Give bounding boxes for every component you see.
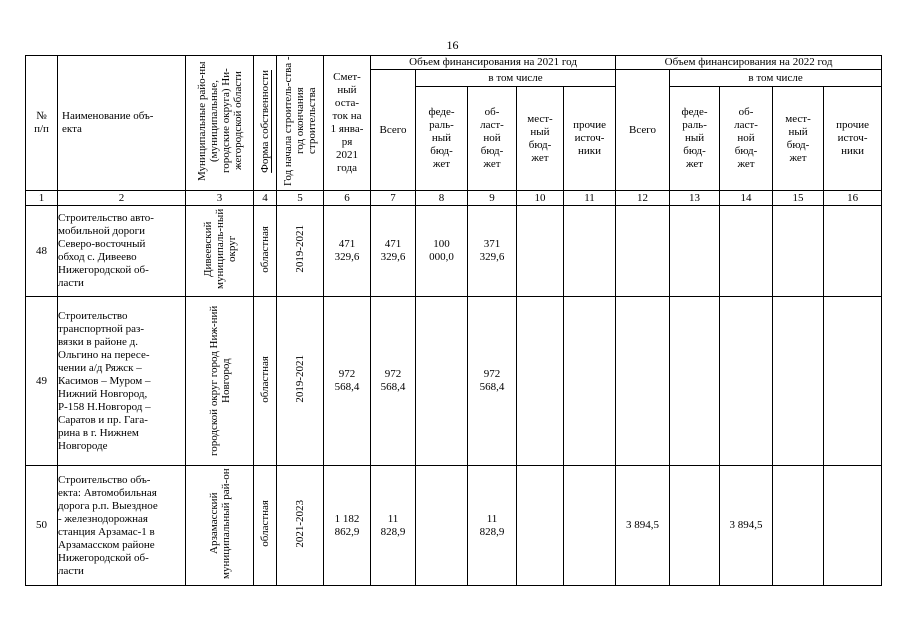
total-2022-cell	[616, 206, 670, 297]
header-incl-2022: в том числе	[670, 70, 882, 87]
federal-2021-cell	[416, 466, 468, 586]
municipal-cell: городской округ город Ниж-ний Новгород	[186, 297, 254, 466]
header-ownership: Форма собственности	[254, 56, 277, 191]
header-municipal: Муниципальные райо-ны (муниципальные, городские округа) Ни-жегородской области	[186, 56, 254, 191]
total-2021-cell: 471 329,6	[371, 206, 416, 297]
total-2021-cell: 972 568,4	[371, 297, 416, 466]
local-2021-cell	[517, 206, 564, 297]
local-2022-cell	[773, 206, 824, 297]
regional-2022-cell	[720, 297, 773, 466]
header-other-2021: прочие источ- ники	[564, 87, 616, 191]
table-row	[26, 466, 882, 586]
object-name: Строительство авто- мобильной дороги Северо-восточный обход с. Дивеево Нижегородской об- ласти	[58, 206, 186, 297]
header-local-2021: мест- ный бюд- жет	[517, 87, 564, 191]
header-estimate: Смет- ный оста- ток на 1 янва- ря 2021 года	[324, 56, 371, 191]
total-2021-cell: 11 828,9	[371, 466, 416, 586]
col-number: 14	[720, 191, 773, 206]
local-2021-cell	[517, 466, 564, 586]
header-total-2021: Всего	[371, 70, 416, 191]
col-number: 5	[277, 191, 324, 206]
total-2022-cell	[616, 297, 670, 466]
col-number: 15	[773, 191, 824, 206]
years-cell: 2021-2023	[277, 466, 324, 586]
total-2022-cell: 3 894,5	[616, 466, 670, 586]
ownership-cell: областная	[254, 297, 277, 466]
financing-table	[25, 55, 882, 586]
estimate-cell: 1 182 862,9	[324, 466, 371, 586]
other-2021-cell	[564, 206, 616, 297]
col-number: 3	[186, 191, 254, 206]
object-name: Строительство транспортной раз- вязки в районе д. Ольгино на пересе- чении а/д Ряжск – Касимов – Муром – Нижний Новгород, Р-158 Н.Новгород – Саратов и пр. Гага- рина в г. Нижнем Новгороде	[58, 297, 186, 466]
other-2022-cell	[824, 297, 882, 466]
header-fin-2021: Объем финансирования на 2021 год	[371, 56, 616, 70]
federal-2022-cell	[670, 206, 720, 297]
regional-2022-cell	[720, 206, 773, 297]
header-regional-2021: об- ласт- ной бюд- жет	[468, 87, 517, 191]
header-federal-2022: феде- раль- ный бюд- жет	[670, 87, 720, 191]
col-number: 6	[324, 191, 371, 206]
local-2022-cell	[773, 466, 824, 586]
col-number: 12	[616, 191, 670, 206]
header-name: Наименование объ- екта	[58, 56, 186, 191]
regional-2021-cell: 371 329,6	[468, 206, 517, 297]
other-2021-cell	[564, 466, 616, 586]
municipal-cell: Дивеевский муниципаль-ный округ	[186, 206, 254, 297]
col-number: 4	[254, 191, 277, 206]
page-number: 16	[446, 38, 459, 52]
header-regional-2022: об- ласт- ной бюд- жет	[720, 87, 773, 191]
header-no: № п/п	[26, 56, 58, 191]
col-number: 13	[670, 191, 720, 206]
other-2021-cell	[564, 297, 616, 466]
col-number: 9	[468, 191, 517, 206]
federal-2021-cell: 100 000,0	[416, 206, 468, 297]
years-cell: 2019-2021	[277, 206, 324, 297]
col-number: 1	[26, 191, 58, 206]
local-2022-cell	[773, 297, 824, 466]
col-number: 7	[371, 191, 416, 206]
federal-2021-cell	[416, 297, 468, 466]
regional-2022-cell: 3 894,5	[720, 466, 773, 586]
col-number: 11	[564, 191, 616, 206]
estimate-cell: 471 329,6	[324, 206, 371, 297]
years-cell: 2019-2021	[277, 297, 324, 466]
col-number: 10	[517, 191, 564, 206]
column-number-row	[26, 191, 882, 206]
header-incl-2021: в том числе	[416, 70, 616, 87]
col-number: 8	[416, 191, 468, 206]
ownership-cell: областная	[254, 466, 277, 586]
ownership-cell: областная	[254, 206, 277, 297]
other-2022-cell	[824, 466, 882, 586]
row-no: 50	[26, 466, 58, 586]
regional-2021-cell: 11 828,9	[468, 466, 517, 586]
federal-2022-cell	[670, 297, 720, 466]
row-no: 49	[26, 297, 58, 466]
regional-2021-cell: 972 568,4	[468, 297, 517, 466]
col-number: 16	[824, 191, 882, 206]
header-federal-2021: феде- раль- ный бюд- жет	[416, 87, 468, 191]
local-2021-cell	[517, 297, 564, 466]
federal-2022-cell	[670, 466, 720, 586]
header-fin-2022: Объем финансирования на 2022 год	[616, 56, 882, 70]
table-row	[26, 297, 882, 466]
header-total-2022: Всего	[616, 70, 670, 191]
header-other-2022: прочие источ- ники	[824, 87, 882, 191]
other-2022-cell	[824, 206, 882, 297]
estimate-cell: 972 568,4	[324, 297, 371, 466]
object-name: Строительство объ- екта: Автомобильная дорога р.п. Выездное - железнодорожная станция Арзамас-1 в Арзамасском районе Нижегородской об- ласти	[58, 466, 186, 586]
table-row	[26, 206, 882, 297]
header-local-2022: мест- ный бюд- жет	[773, 87, 824, 191]
col-number: 2	[58, 191, 186, 206]
municipal-cell: Арзамасский муниципальный рай-он	[186, 466, 254, 586]
header-years: Год начала строитель-ства - год окончания строительства	[277, 56, 324, 191]
row-no: 48	[26, 206, 58, 297]
